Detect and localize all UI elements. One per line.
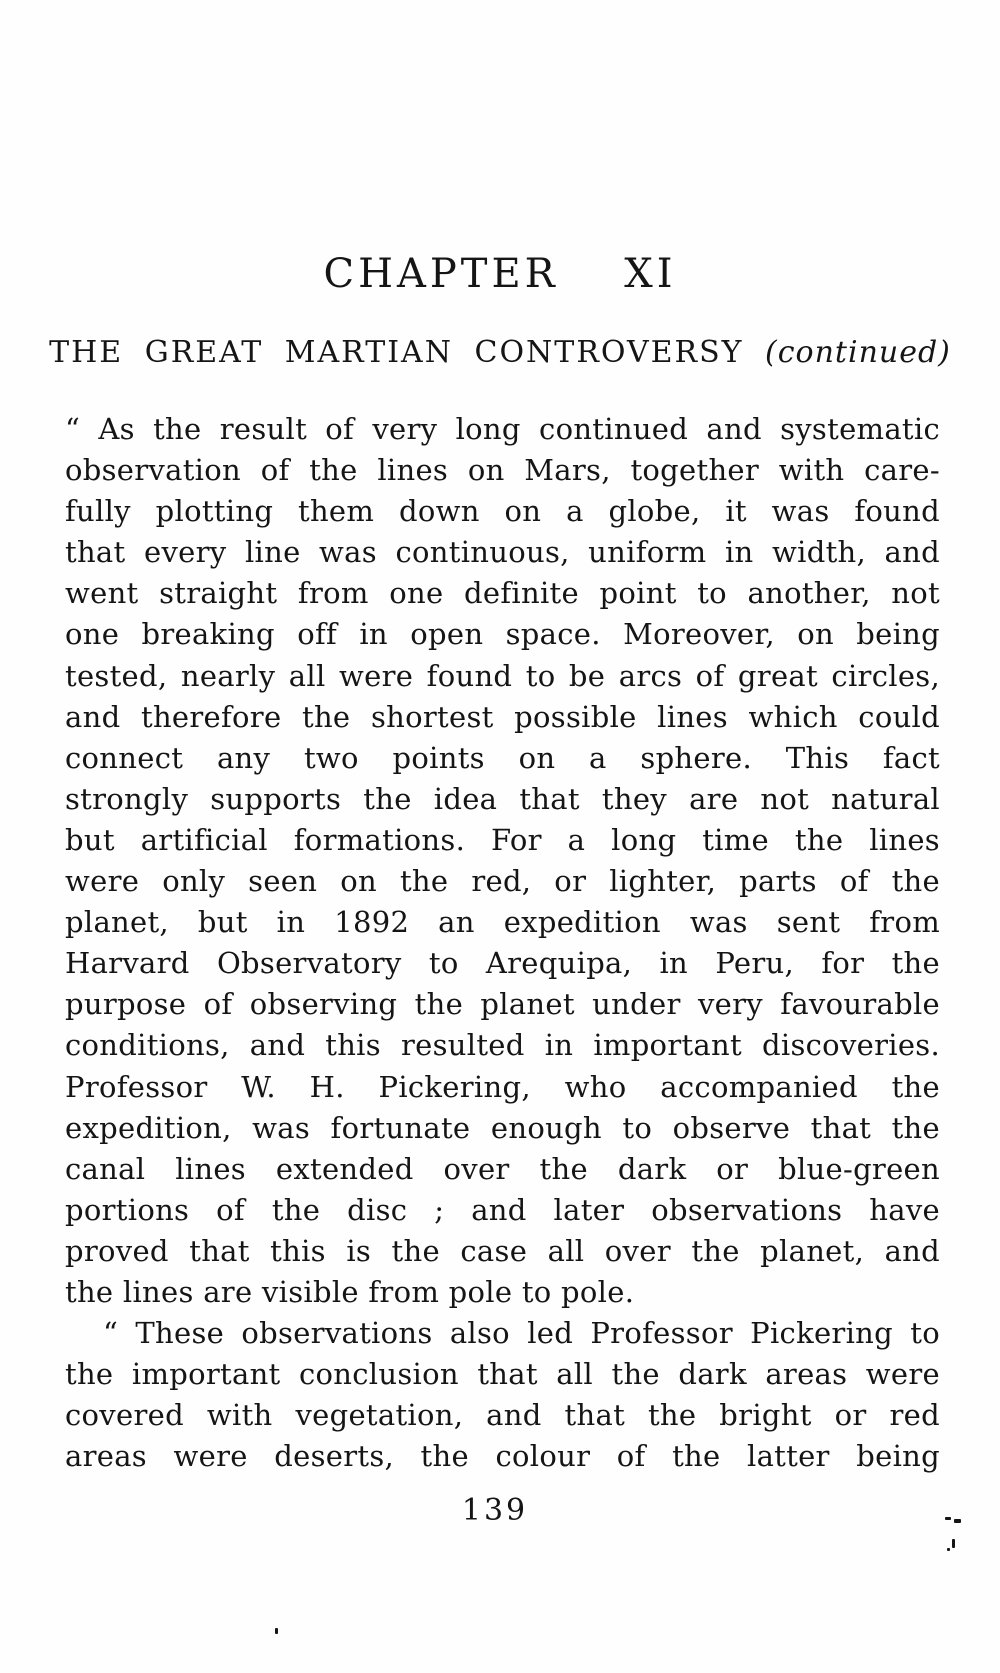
text-line: Harvard Observatory to Arequipa, in Peru, for the: [65, 946, 940, 981]
text-line: planet, but in 1892 an expedition was sent from: [65, 905, 940, 940]
text-line: purpose of observing the planet under very favourable: [65, 987, 940, 1022]
scan-speck: [952, 1539, 955, 1548]
text-line: expedition, was fortunate enough to observe that the: [65, 1110, 940, 1145]
text-line: connect any two points on a sphere. This fact: [65, 740, 940, 775]
text-line: Professor W. H. Pickering, who accompanied the: [65, 1069, 940, 1104]
text-line: and therefore the shortest possible lines which could: [65, 699, 940, 734]
text-line: conditions, and this resulted in important discoveries.: [65, 1028, 940, 1063]
scan-speck: [945, 1517, 951, 1520]
scan-speck: [954, 1519, 961, 1523]
text-line: tested, nearly all were found to be arcs of great circles,: [65, 658, 940, 693]
page-number: 139: [461, 1493, 529, 1528]
chapter-subtitle-continued: (continued): [765, 335, 951, 370]
scan-speck: [947, 1548, 950, 1551]
text-line: “ These observations also led Professor Pickering to: [103, 1316, 940, 1351]
chapter-heading: CHAPTER XI: [323, 251, 677, 297]
text-line: proved that this is the case all over the planet, and: [65, 1233, 940, 1268]
scan-speck: [275, 1628, 278, 1634]
text-line: strongly supports the idea that they are not natural: [65, 781, 940, 816]
text-line: that every line was continuous, uniform in width, and: [65, 535, 940, 570]
text-line: canal lines extended over the dark or blue-green: [65, 1151, 940, 1186]
text-line: covered with vegetation, and that the bright or red: [65, 1398, 940, 1433]
text-line: the lines are visible from pole to pole.: [65, 1274, 635, 1309]
text-line: were only seen on the red, or lighter, parts of the: [65, 864, 940, 899]
text-line: areas were deserts, the colour of the latter being: [65, 1439, 940, 1474]
body-text: [65, 409, 940, 1477]
text-line: went straight from one definite point to another, not: [65, 576, 940, 611]
text-line: the important conclusion that all the dark areas were: [65, 1357, 940, 1392]
text-line: fully plotting them down on a globe, it was found: [65, 494, 940, 529]
text-line: but artificial formations. For a long time the lines: [65, 822, 940, 857]
text-line: one breaking off in open space. Moreover, on being: [65, 617, 940, 652]
chapter-subtitle-text: THE GREAT MARTIAN CONTROVERSY: [49, 335, 766, 370]
text-line: observation of the lines on Mars, together with care-: [65, 453, 940, 488]
text-line: “ As the result of very long continued and systematic: [65, 412, 940, 446]
chapter-subtitle: [0, 333, 1000, 373]
text-line: portions of the disc ; and later observations have: [65, 1192, 940, 1227]
